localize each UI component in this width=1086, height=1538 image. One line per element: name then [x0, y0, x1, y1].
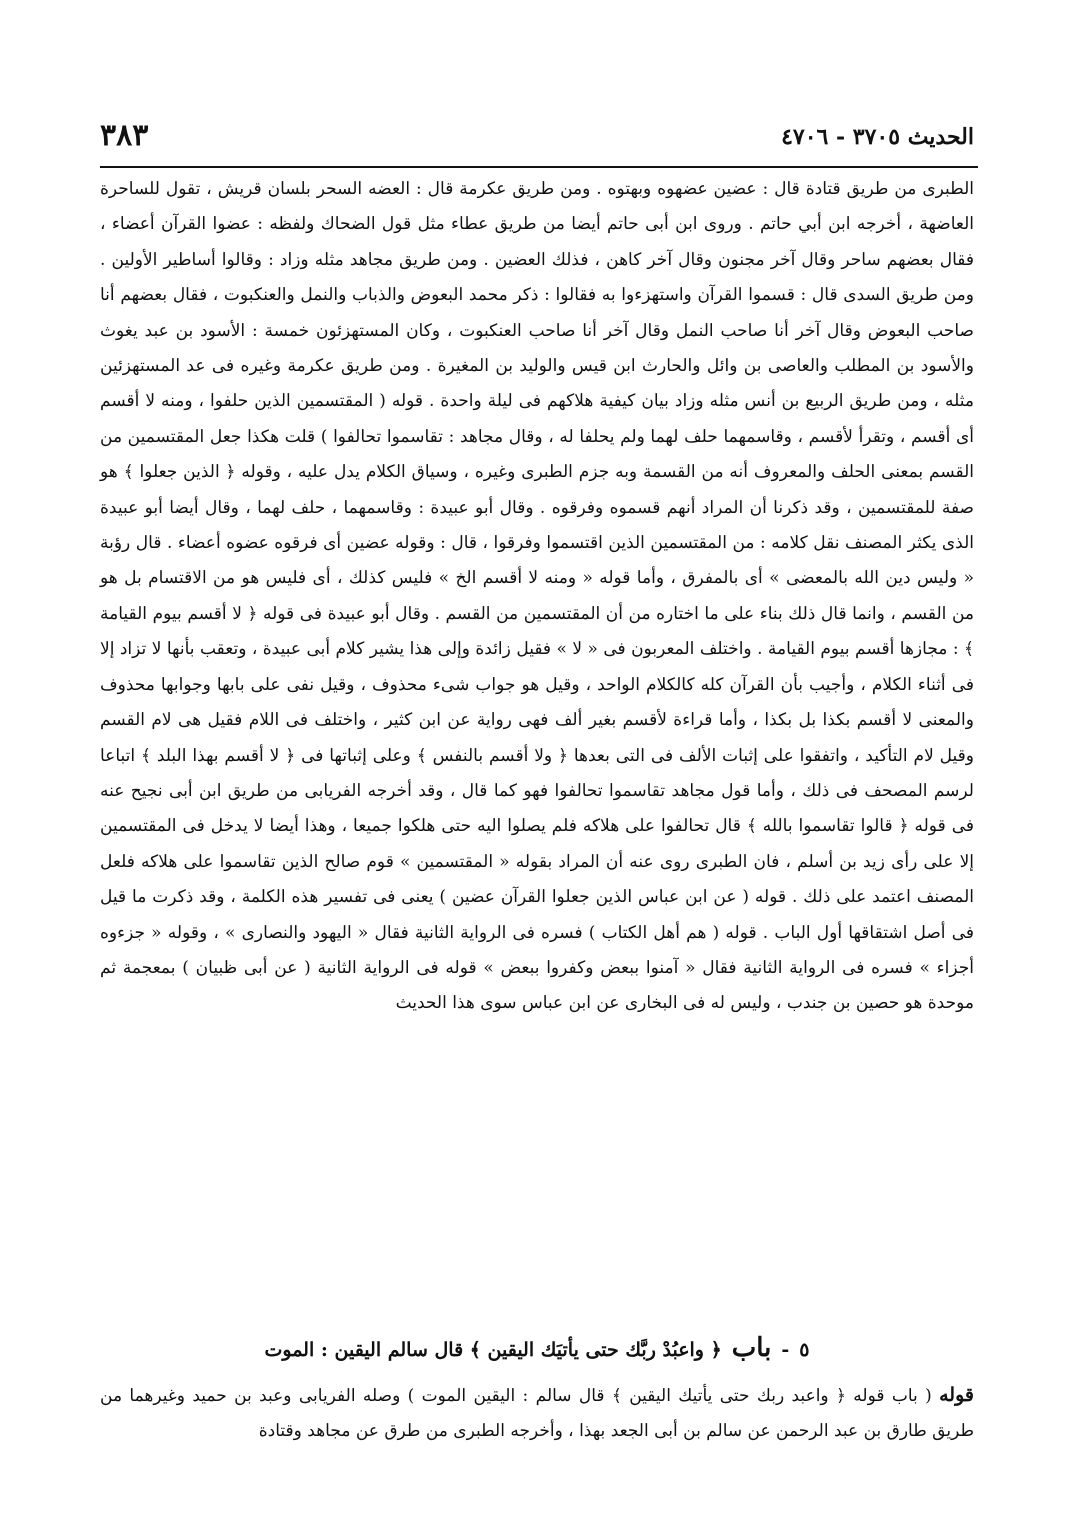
- main-text-block: [100, 172, 974, 1022]
- chapter-bab-label: باب: [731, 1333, 772, 1363]
- chapter-number: ٥: [799, 1339, 810, 1361]
- page-header: [100, 118, 974, 158]
- commentary-lead-word: قوله: [939, 1384, 974, 1406]
- chapter-dash: -: [781, 1339, 790, 1361]
- main-paragraph: الطبرى من طريق قتادة قال : عضين عضهوه وبهتوه . ومن طريق عكرمة قال : العضه السحر بلسان قريش ، تقول للساحرة العاضهة ، أخرجه ابن أبي حاتم . وروى ابن أبى حاتم أيضا من طريق عطاء مثل قول الضحاك ولفظه : عضوا القرآن أعضاء ، فقال بعضهم ساحر وقال آخر مجنون وقال آخر كاهن ، فذلك العضين . ومن طريق مجاهد مثله وزاد : وقالوا أساطير الأولين . ومن طريق السدى قال : قسموا القرآن واستهزءوا به فقالوا : ذكر محمد البعوض والذباب والنمل والعنكبوت ، فقال بعضهم أنا صاحب البعوض وقال آخر أنا صاحب النمل وقال آخر أنا صاحب العنكبوت ، وكان المستهزئون خمسة : الأسود بن عبد يغوث والأسود بن المطلب والعاصى بن وائل والحارث ابن قيس والوليد بن المغيرة . ومن طريق عكرمة وغيره فى عد المستهزئين مثله ، ومن طريق الربيع بن أنس مثله وزاد بيان كيفية هلاكهم فى ليلة واحدة . قوله ( المقتسمين الذين حلفوا ، ومنه لا أقسم أى أقسم ، وتقرأ لأقسم ، وقاسمهما حلف لهما ولم يحلفا له ، وقال مجاهد : تقاسموا تحالفوا ) قلت هكذا جعل المقتسمين من القسم بمعنى الحلف والمعروف أنه من القسمة وبه جزم الطبرى وغيره ، وسياق الكلام يدل عليه ، وقوله ﴿ الذين جعلوا ﴾ هو صفة للمقتسمين ، وقد ذكرنا أن المراد أنهم قسموه وفرقوه . وقال أبو عبيدة : وقاسمهما ، حلف لهما ، وقال أيضا أبو عبيدة الذى يكثر المصنف نقل كلامه : من المقتسمين الذين اقتسموا وفرقوا ، قال : وقوله عضين أى فرقوه عضوه أعضاء . قال رؤبة « وليس دين الله بالمعضى » أى بالمفرق ، وأما قوله « ومنه لا أقسم الخ » فليس كذلك ، أى فليس هو من الاقتسام بل هو من القسم ، وانما قال ذلك بناء على ما اختاره من أن المقتسمين من القسم . وقال أبو عبيدة فى قوله ﴿ لا أقسم بيوم القيامة ﴾ : مجازها أقسم بيوم القيامة . واختلف المعربون فى « لا » فقيل زائدة وإلى هذا يشير كلام أبى عبيدة ، وتعقب بأنها لا تزاد إلا فى أثناء الكلام ، وأجيب بأن القرآن كله كالكلام الواحد ، وقيل هو جواب شىء محذوف ، وقيل نفى على بابها وجوابها محذوف والمعنى لا أقسم بكذا بل بكذا ، وأما قراءة لأقسم بغير ألف فهى رواية عن ابن كثير ، واختلف فى اللام فقيل هى لام القسم وقيل لام التأكيد ، واتفقوا على إثبات الألف فى التى بعدها ﴿ ولا أقسم بالنفس ﴾ وعلى إثباتها فى ﴿ لا أقسم بهذا البلد ﴾ اتباعا لرسم المصحف فى ذلك ، وأما قول مجاهد تقاسموا تحالفوا فهو كما قال ، وقد أخرجه الفريابى من طريق ابن أبى نجيح عنه فى قوله ﴿ قالوا تقاسموا بالله ﴾ قال تحالفوا على هلاكه فلم يصلوا اليه حتى هلكوا جميعا ، وهذا أيضا لا يدخل فى المقتسمين إلا على رأى زيد بن أسلم ، فان الطبرى روى عنه أن المراد بقوله « المقتسمين » قوم صالح الذين تقاسموا على هلاكه فلعل المصنف اعتمد على ذلك . قوله ( عن ابن عباس الذين جعلوا القرآن عضين ) يعنى فى تفسير هذه الكلمة ، وقد ذكرت ما قيل فى أصل اشتقاقها أول الباب . قوله ( هم أهل الكتاب ) فسره فى الرواية الثانية فقال « اليهود والنصارى » ، وقوله « جزءوه أجزاء » فسره فى الرواية الثانية فقال « آمنوا ببعض وكفروا ببعض » قوله فى الرواية الثانية ( عن أبى ظبيان ) بمعجمة ثم موحدة هو حصين بن جندب ، وليس له فى البخارى عن ابن عباس سوى هذا الحديث: [100, 179, 974, 1014]
- header-divider: [100, 166, 978, 168]
- chapter-title: ﴿ واعبُدْ ربَّك حتى يأتيَك اليقين ﴾ قال سالم اليقين : الموت: [264, 1339, 722, 1361]
- page-number: ٣٨٣: [100, 118, 149, 153]
- chapter-heading: [100, 1328, 974, 1370]
- commentary-paragraph: [100, 1378, 974, 1449]
- running-head: الحديث ٣٧٠٥ - ٤٧٠٦: [781, 124, 974, 150]
- commentary-text: ( باب قوله ﴿ واعبد ربك حتى يأتيك اليقين ﴾ قال سالم : اليقين الموت ) وصله الفريابى وعبد بن حميد وغيرهما من طريق طارق بن عبد الرحمن عن سالم بن أبى الجعد بهذا ، وأخرجه الطبرى من طرق عن مجاهد وقتادة: [100, 1386, 974, 1441]
- commentary-block: [100, 1378, 974, 1449]
